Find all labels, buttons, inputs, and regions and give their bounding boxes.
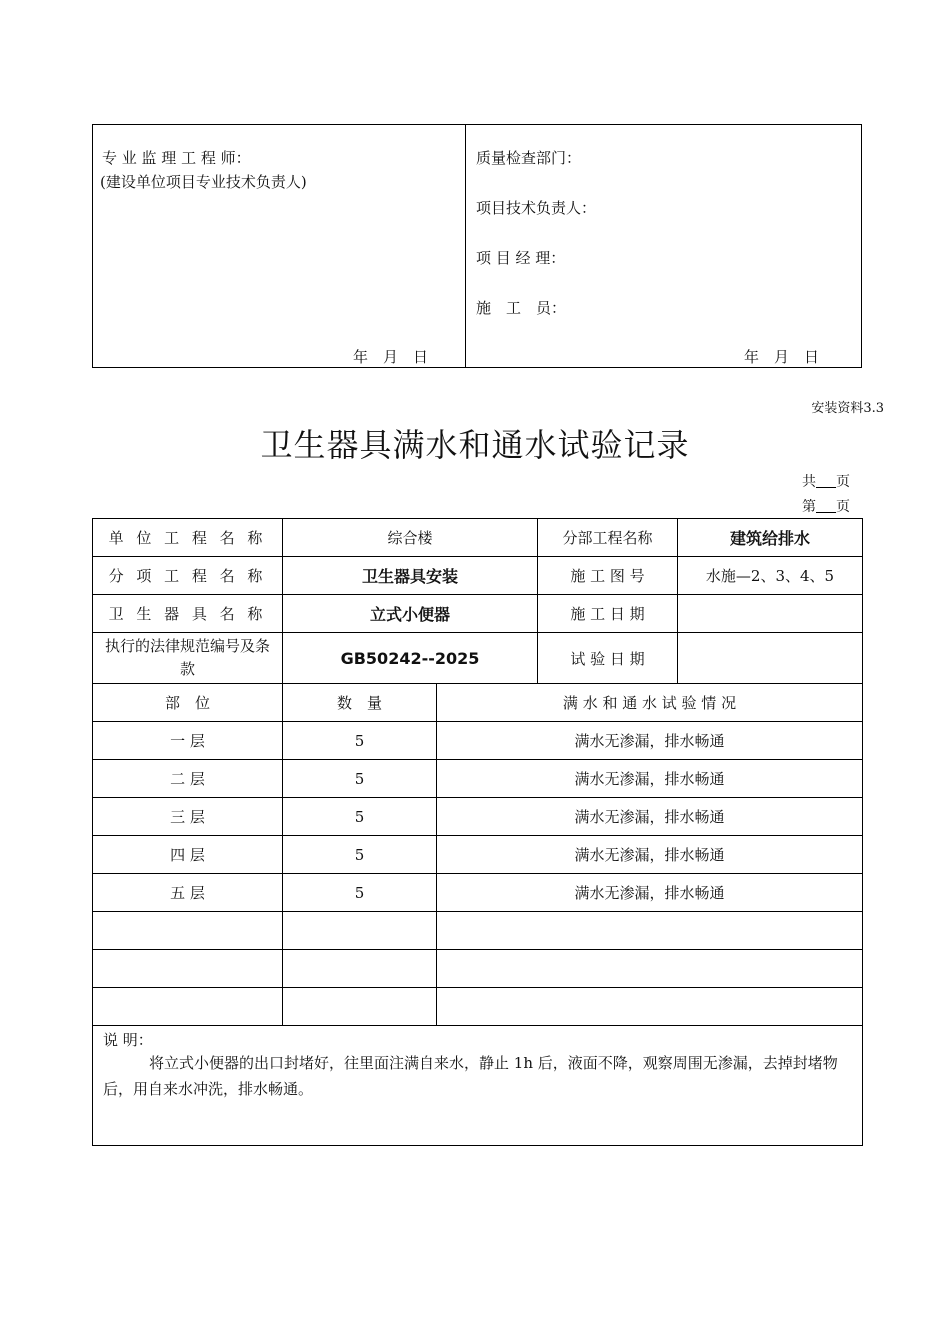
note-text: 将立式小便器的出口封堵好，往里面注满自来水，静止 1h 后，液面不降，观察周围无渗漏，去掉封堵物后，用自来水冲洗，排水畅通。 bbox=[103, 1054, 838, 1098]
note-label: 说 明： bbox=[103, 1031, 153, 1049]
table-row bbox=[93, 950, 863, 988]
quality-dept-label: 质量检查部门： bbox=[476, 149, 582, 167]
project-manager-label: 项 目 经 理： bbox=[476, 249, 566, 267]
header-quantity: 数 量 bbox=[283, 684, 437, 722]
row-quantity: 5 bbox=[283, 760, 437, 798]
fixture-value: 立式小便器 bbox=[283, 595, 538, 633]
table-row bbox=[93, 874, 863, 912]
fixture-label: 卫 生 器 具 名 称 bbox=[93, 595, 283, 633]
construction-date-label: 施 工 日 期 bbox=[538, 595, 678, 633]
table-row bbox=[93, 836, 863, 874]
total-pages: 共 页 bbox=[802, 474, 850, 490]
row-status: 满水无渗漏，排水畅通 bbox=[437, 836, 863, 874]
constructor-label: 施 工 员： bbox=[476, 299, 567, 317]
drawing-no-value: 水施—2、3、4、5 bbox=[678, 557, 863, 595]
table-row bbox=[93, 988, 863, 1026]
row-quantity bbox=[283, 950, 437, 988]
quality-date: 年 月 日 bbox=[744, 348, 820, 366]
row-quantity bbox=[283, 988, 437, 1026]
row-quantity: 5 bbox=[283, 836, 437, 874]
table-row bbox=[93, 798, 863, 836]
row-location bbox=[93, 950, 283, 988]
row-location: 二 层 bbox=[93, 760, 283, 798]
row-quantity bbox=[283, 912, 437, 950]
test-date-label: 试 验 日 期 bbox=[538, 633, 678, 684]
supervisor-title: 专 业 监 理 工 程 师： bbox=[102, 149, 251, 167]
subitem-value: 卫生器具安装 bbox=[283, 557, 538, 595]
page-title: 卫生器具满水和通水试验记录 bbox=[260, 426, 690, 464]
header-test-status: 满 水 和 通 水 试 验 情 况 bbox=[437, 684, 863, 722]
row-status bbox=[437, 950, 863, 988]
row-status: 满水无渗漏，排水畅通 bbox=[437, 760, 863, 798]
unit-project-value: 综合楼 bbox=[283, 519, 538, 557]
document-code: 安装资料3.3 bbox=[811, 401, 884, 416]
signature-divider bbox=[465, 124, 466, 368]
row-location bbox=[93, 988, 283, 1026]
unit-project-label: 单 位 工 程 名 称 bbox=[93, 519, 283, 557]
row-location: 一 层 bbox=[93, 722, 283, 760]
page-number: 第 页 bbox=[802, 499, 850, 515]
drawing-no-label: 施 工 图 号 bbox=[538, 557, 678, 595]
table-row bbox=[93, 760, 863, 798]
subitem-label: 分 项 工 程 名 称 bbox=[93, 557, 283, 595]
row-location: 四 层 bbox=[93, 836, 283, 874]
row-quantity: 5 bbox=[283, 722, 437, 760]
table-row bbox=[93, 722, 863, 760]
table-row bbox=[93, 912, 863, 950]
row-location: 三 层 bbox=[93, 798, 283, 836]
division-value: 建筑给排水 bbox=[678, 519, 863, 557]
row-quantity: 5 bbox=[283, 874, 437, 912]
note-cell bbox=[93, 1026, 863, 1146]
row-status: 满水无渗漏，排水畅通 bbox=[437, 874, 863, 912]
row-quantity: 5 bbox=[283, 798, 437, 836]
row-status: 满水无渗漏，排水畅通 bbox=[437, 798, 863, 836]
row-status bbox=[437, 912, 863, 950]
supervisor-subtitle: (建设单位项目专业技术负责人) bbox=[100, 173, 307, 191]
row-location: 五 层 bbox=[93, 874, 283, 912]
supervisor-date: 年 月 日 bbox=[353, 348, 429, 366]
row-location bbox=[93, 912, 283, 950]
test-date-value bbox=[678, 633, 863, 684]
standard-value: GB50242--2025 bbox=[283, 633, 538, 684]
header-location: 部 位 bbox=[93, 684, 283, 722]
division-label: 分部工程名称 bbox=[538, 519, 678, 557]
construction-date-value bbox=[678, 595, 863, 633]
standard-label: 执行的法律规范编号及条款 bbox=[93, 633, 283, 684]
record-table bbox=[92, 518, 862, 1146]
row-status: 满水无渗漏，排水畅通 bbox=[437, 722, 863, 760]
row-status bbox=[437, 988, 863, 1026]
tech-lead-label: 项目技术负责人： bbox=[476, 199, 597, 217]
